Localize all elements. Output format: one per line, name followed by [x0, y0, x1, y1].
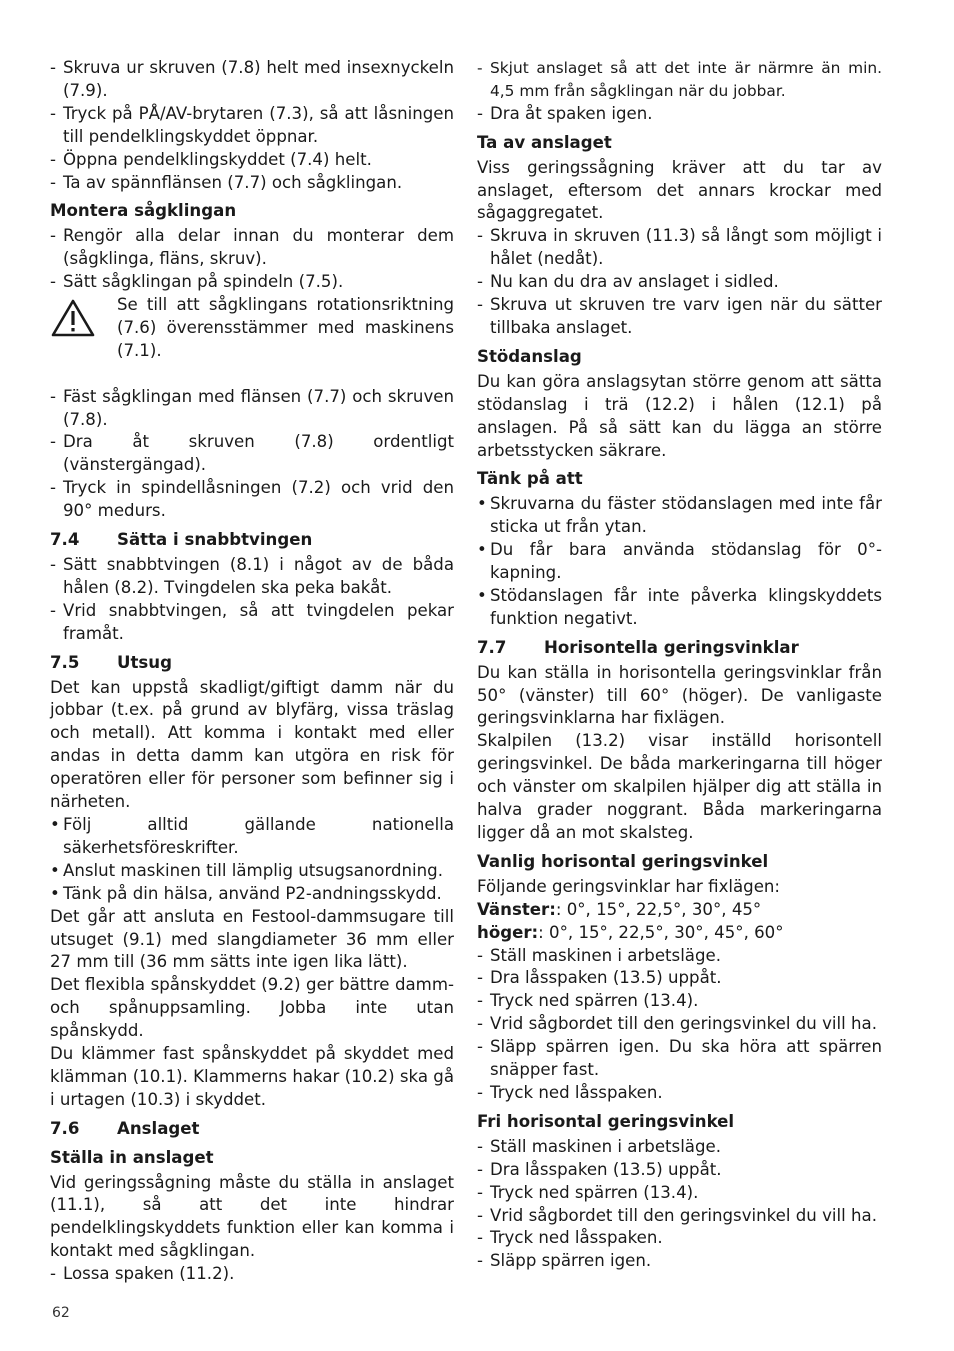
list-item: - Dra åt spaken igen. [477, 103, 653, 123]
list-item: - Dra låsspaken (13.5) uppåt. [477, 968, 722, 988]
section-heading-7-4: 7.4 Sätta i snabbtvingen [50, 530, 313, 550]
left-column [50, 57, 454, 1286]
list-item: - Tryck in spindellåsningen (7.2) och vrid den 90° medurs. [50, 478, 454, 521]
paragraph: Du klämmer fast spånskyddet på skyddet med klämman (10.1). Klammerns hakar (10.2) ska gå i urtagen (10.3) i skyddet. [50, 1044, 454, 1109]
subheading-montera: Montera sågklingan [50, 201, 237, 221]
bullet-item: • Stödanslagen får inte påverka klingskyddets funktion negativt. [477, 585, 882, 628]
page-number: 62 [52, 1305, 70, 1321]
subheading-tank-pa-att: Tänk på att [477, 469, 583, 489]
list-item: - Nu kan du dra av anslaget i sidled. [477, 272, 779, 292]
section-heading-7-7: 7.7 Horisontella geringsvinklar [477, 637, 799, 657]
paragraph: Vid geringssågning måste du ställa in anslaget (11.1), så att det inte hindrar pendelklingskyddets funktion eller kan komma i kontakt med sågklingan. [50, 1172, 454, 1261]
bullet-item: • Anslut maskinen till lämplig utsugsanordning. [50, 860, 443, 880]
subheading-stodanslag: Stödanslag [477, 346, 582, 366]
list-item: - Skruva ur skruven (7.8) helt med insexnyckeln (7.9). [50, 58, 454, 100]
section-heading-7-5: 7.5 Utsug [50, 652, 172, 672]
list-item: - Rengör alla delar innan du monterar dem (sågklinga, fläns, skruv). [50, 226, 454, 269]
bullet-item: • Du får bara använda stödanslag för 0°-kapning. [477, 540, 882, 583]
subheading-vanlig: Vanlig horisontal geringsvinkel [477, 851, 769, 871]
fixed-angles-left: Vänster:: 0°, 15°, 22,5°, 30°, 45° [477, 899, 762, 919]
list-item: - Vrid snabbtvingen, så att tvingdelen pekar framåt. [50, 600, 454, 643]
list-item: - Vrid sågbordet till den geringsvinkel du vill ha. [477, 1205, 877, 1225]
paragraph: Viss geringssågning kräver att du tar av anslaget, eftersom det annars krockar med sågaggregatet. [477, 157, 882, 223]
subheading-fri: Fri horisontal geringsvinkel [477, 1111, 735, 1131]
list-item: - Sätt snabbtvingen (8.1) i något av de båda hålen (8.2). Tvingdelen ska peka bakåt. [50, 555, 454, 597]
list-item: - Lossa spaken (11.2). [50, 1264, 235, 1284]
warning-note: Se till att sågklingans rotationsriktning (7.6) överensstämmer med maskinens (7.1). [50, 294, 454, 363]
bullet-item: • Följ alltid gällande nationella säkerhetsföreskrifter. [50, 814, 454, 857]
list-item: - Dra åt skruven (7.8) ordentligt (vänstergängad). [50, 432, 454, 475]
list-item: - Tryck ned spärren (13.4). [477, 991, 699, 1011]
list-item: - Sätt sågklingan på spindeln (7.5). [50, 272, 344, 292]
paragraph: Du kan ställa in horisontella geringsvinklar från 50° (vänster) till 60° (höger). De vanligaste geringsvinklarna har fixlägen. [477, 662, 882, 728]
paragraph: Det flexibla spånskyddet (9.2) ger bättre damm- och spånuppsamling. Jobba inte utan spånskydd. [50, 975, 454, 1041]
paragraph: Det kan uppstå skadligt/giftigt damm när du jobbar (t.ex. på grund av blyfärg, vissa träslag och metall). Att komma i kontakt med eller andas in detta damm kan utgöra en risk för operatören eller för personer som befinner sig i närheten. [50, 677, 454, 812]
list-item: - Tryck ned låsspaken. [477, 1228, 663, 1248]
list-item: - Skruva in skruven (11.3) så långt som möjligt i hålet (nedåt). [477, 226, 882, 269]
list-item: - Skjut anslaget så att det inte är närmre än min. 4,5 mm från sågklingan när du jobbar. [477, 59, 882, 100]
bullet-item: • Skruvarna du fäster stödanslagen med inte får sticka ut från ytan. [477, 494, 882, 537]
subheading-ta-av: Ta av anslaget [477, 132, 612, 152]
list-item: - Tryck på PÅ/AV-brytaren (7.3), så att låsningen till pendelklingskyddet öppnar. [50, 103, 454, 146]
paragraph: Skalpilen (13.2) visar inställd horisontell geringsvinkel. De båda markeringarna till höger och vänster om skalpilen hjälper dig att ställa in halva grader noggrant. Båda markeringarna ligger då an mot skalsteg. [477, 731, 882, 842]
list-item: - Ta av spännflänsen (7.7) och sågklingan. [50, 172, 403, 192]
list-item: - Ställ maskinen i arbetsläge. [477, 1136, 721, 1156]
warning-triangle-icon [50, 294, 117, 363]
subheading-stalla: Ställa in anslaget [50, 1147, 214, 1167]
list-item: - Tryck ned spärren (13.4). [477, 1182, 699, 1202]
list-item: - Tryck ned låsspaken. [477, 1082, 663, 1102]
paragraph: Det går att ansluta en Festool-dammsugare till utsuget (9.1) med slangdiameter 36 mm eller 27 mm till (36 mm sätts inte igen lika lätt). [50, 906, 454, 972]
list-item: - Öppna pendelklingskyddet (7.4) helt. [50, 149, 372, 169]
fixed-angles-right: höger:: 0°, 15°, 22,5°, 30°, 45°, 60° [477, 922, 784, 942]
list-item: - Ställ maskinen i arbetsläge. [477, 945, 721, 965]
list-item: - Fäst sågklingan med flänsen (7.7) och skruven (7.8). [50, 386, 454, 429]
paragraph: Följande geringsvinklar har fixlägen: [477, 876, 781, 896]
list-item: - Dra låsspaken (13.5) uppåt. [477, 1159, 722, 1179]
paragraph: Du kan göra anslagsytan större genom att sätta stödanslag i trä (12.2) i hålen (12.1) på anslagen. På så sätt kan du lägga an större arbetsstycken säkrare. [477, 371, 882, 460]
bullet-item: • Tänk på din hälsa, använd P2-andningsskydd. [50, 883, 442, 903]
right-column [477, 57, 882, 1273]
list-item: - Släpp spärren igen. Du ska höra att spärren snäpper fast. [477, 1037, 882, 1080]
list-item: - Släpp spärren igen. [477, 1251, 652, 1271]
section-heading-7-6: 7.6 Anslaget [50, 1118, 200, 1138]
list-item: - Vrid sågbordet till den geringsvinkel du vill ha. [477, 1014, 877, 1034]
list-item: - Skruva ut skruven tre varv igen när du sätter tillbaka anslaget. [477, 295, 882, 337]
